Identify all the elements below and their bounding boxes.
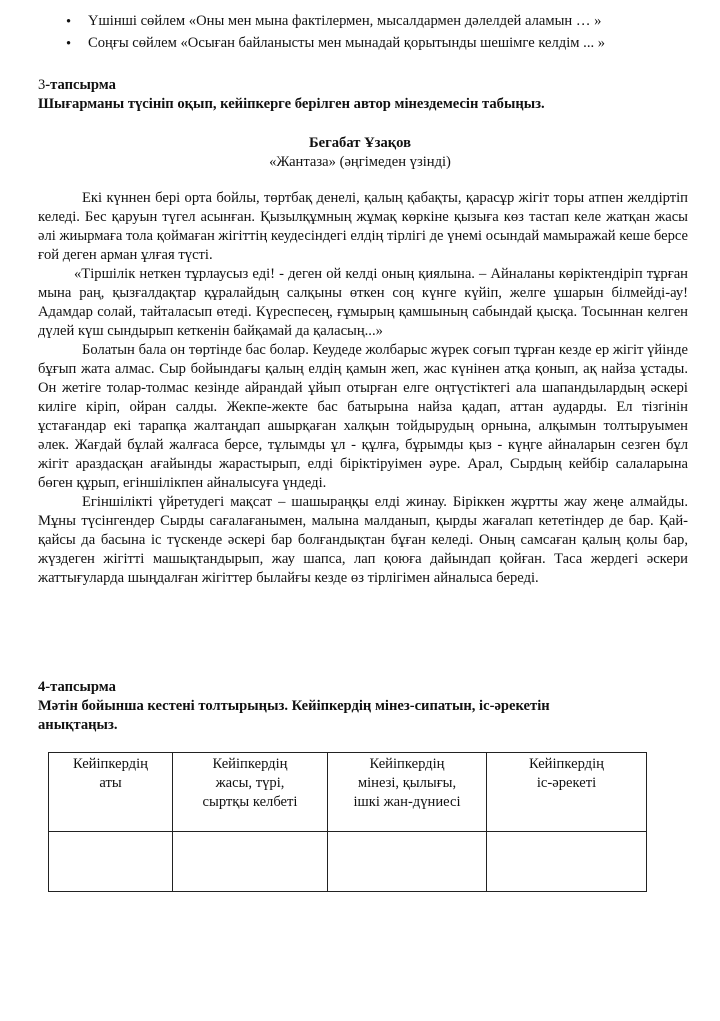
table-cell[interactable] [487, 832, 647, 892]
task4-instruction-line2: анықтаңыз. [38, 717, 118, 733]
character-table [48, 752, 647, 892]
story-text [38, 189, 688, 588]
bullet-icon: • [66, 36, 72, 52]
header-cell-character: Кейіпкердің мінезі, қылығы, ішкі жан-дүниесі [328, 753, 487, 832]
list-item: • Соңғы сөйлем «Осыған байланысты мен мынадай қорытынды шешімге келдім ... » [66, 35, 606, 52]
table-cell[interactable] [49, 832, 173, 892]
header-cell-name: Кейіпкердің аты [49, 753, 173, 832]
table-row [49, 832, 647, 892]
task3-instruction: Шығарманы түсініп оқып, кейіпкерге берілген автор мінездемесін табыңыз. [38, 96, 545, 112]
bullet-icon: • [66, 14, 72, 30]
task4-instruction-line1: Мәтін бойынша кестені толтырыңыз. Кейіпкердің мінез-сипатын, іс-әрекетін [38, 698, 550, 714]
bullet-list [66, 12, 696, 56]
task3-number: 3-тапсырма [38, 77, 116, 93]
story-paragraph: Егіншілікті үйретудегі мақсат – шашыраңқы елді жинау. Біріккен жұртты жау жеңе алмайды. Мұны түсінгендер Сырды сағалағанымен, малына малданып, қырды жағалап кететіндер де бар. Қай-қайсы да басына іс түскенде әскері бар болғандықтан бұған келеді. Оның самсаған қалың қолы бар, жүздеген жігітті машықтандырып, жау шапса, лап қоюға дайындап қойған. Таса жердегі әскери жаттығуларда шыңдалған жігіттер былайғы кезде өз тірлігімен айналыса береді. [38, 494, 688, 586]
work-title: «Жантаза» (әңгімеден үзінді) [269, 154, 451, 170]
story-paragraph: «Тіршілік неткен тұрлаусыз еді! - деген ой келді оның қиялына. – Айналаны көріктендіріп тұрған мына раң, қызғалдақтар құралайдың салқыны өткен соң күнге күйіп, желге ұшарын білмейді-ау! Адамдар солай, тайталасып өтеді. Күреспесең, ғұмырың қамшының сабындай қысқа. Тосыннан келген дүлей күш сындырып кеткенін байқамай да қаласың...» [38, 266, 688, 339]
author-name: Бегабат Ұзақов [308, 135, 411, 151]
header-cell-appearance: Кейіпкердің жасы, түрі, сыртқы келбеті [173, 753, 328, 832]
task4-number: 4-тапсырма [38, 679, 116, 695]
header-cell-actions: Кейіпкердің іс-әрекеті [487, 753, 647, 832]
table-cell[interactable] [173, 832, 328, 892]
story-paragraph: Екі күннен бері орта бойлы, төртбақ денелі, қалың қабақты, қарасұр жігіт торы атпен желдіртіп келеді. Бес қаруын түгел асынған. Қызылқұмның жұмақ көркіне қызыға көз тастап келе жатқан жасы әлі жиырмаға тола қоймаған жігіттің кеудесіндегі елдің тірлігі де үнемі осындай мамыражай кеше берсе ғой деген арман ұлғая түсті. [38, 190, 688, 263]
table-cell[interactable] [328, 832, 487, 892]
table-header-row [49, 753, 647, 832]
story-paragraph: Болатын бала он төртінде бас болар. Кеудеде жолбарыс жүрек соғып тұрған кезде ер жігіт үйінде бұғып жата алмас. Сыр бойындағы қалың елдің қамын жеп, жас күнінен атқа қонып, ақ найза ұстады. Он жетіге толар-толмас кезінде айрандай ұйып отырған елге оңтүстіктегі ала шапандылардың әскері киліге кіріп, ойран салды. Жекпе-жекте бас батырына найза қадап, аттан аударды. Ел тізгінін ұстағандар екі тарапқа жалтаңдап ашырқаған халқын тойдырудың орнына, алқымын толтыруымен әлек. Жағдай бұлай жалғаса берсе, тұлымды ұл - құлға, бұрымды қыз - күңге айналарын сезген бұл жігіт араздасқан ағайынды жарастырып, елді біріктіруімен әуре. Арал, Сырдың кейбір салаларына бөген құрып, егіншілікпен айналысуға үндеді. [38, 342, 688, 491]
list-item: • Үшінші сөйлем «Оны мен мына фактілермен, мысалдармен дәлелдей аламын … » [66, 13, 602, 30]
